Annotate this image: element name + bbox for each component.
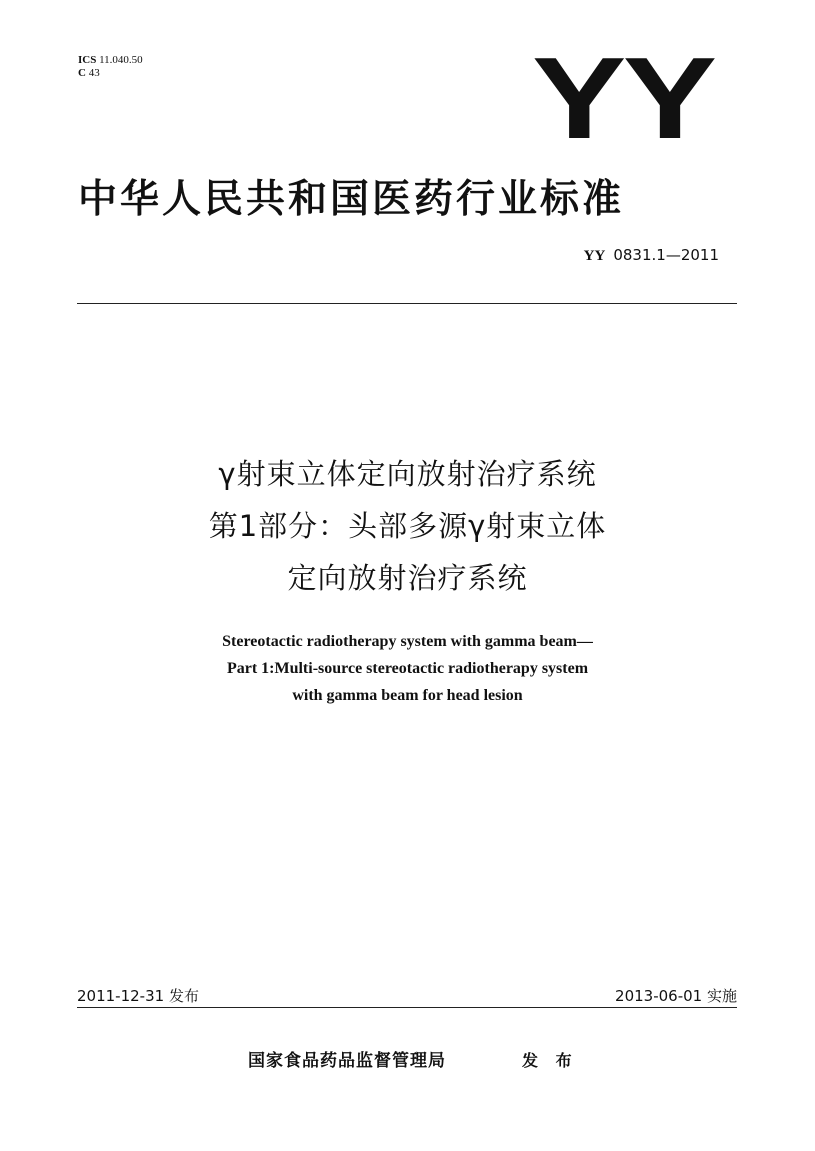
bottom-divider	[77, 1007, 737, 1008]
yy-logo: YY	[532, 33, 714, 163]
standard-number	[584, 246, 719, 265]
issue-label: 发 布	[522, 1051, 578, 1070]
issuing-authority: 国家食品药品监督管理局	[248, 1051, 446, 1071]
chinese-title-line-1: γ射束立体定向放射治疗系统	[218, 457, 597, 491]
standard-name: 中华人民共和国医药行业标准	[78, 177, 625, 222]
english-title	[0, 628, 815, 709]
effective-date: 2013-06-01 实施	[615, 987, 737, 1005]
ccs-code: C 43	[78, 67, 100, 79]
ics-code: ICS 11.040.50	[78, 54, 143, 66]
chinese-title-line-2: 第1部分：头部多源γ射束立体	[208, 509, 607, 543]
top-divider	[77, 303, 737, 304]
standard-number-value: 0831.1—2011	[613, 246, 719, 264]
english-title-line-1: Stereotactic radiotherapy system with gamma beam—	[222, 633, 593, 650]
standard-number-prefix: YY	[583, 248, 606, 264]
english-title-line-3: with gamma beam for head lesion	[292, 687, 523, 704]
chinese-title-line-3: 定向放射治疗系统	[287, 561, 528, 595]
english-title-line-2: Part 1:Multi-source stereotactic radiotherapy system	[226, 660, 589, 677]
chinese-title	[0, 448, 815, 604]
classification-codes	[78, 54, 143, 80]
publish-date: 2011-12-31 发布	[77, 987, 199, 1005]
